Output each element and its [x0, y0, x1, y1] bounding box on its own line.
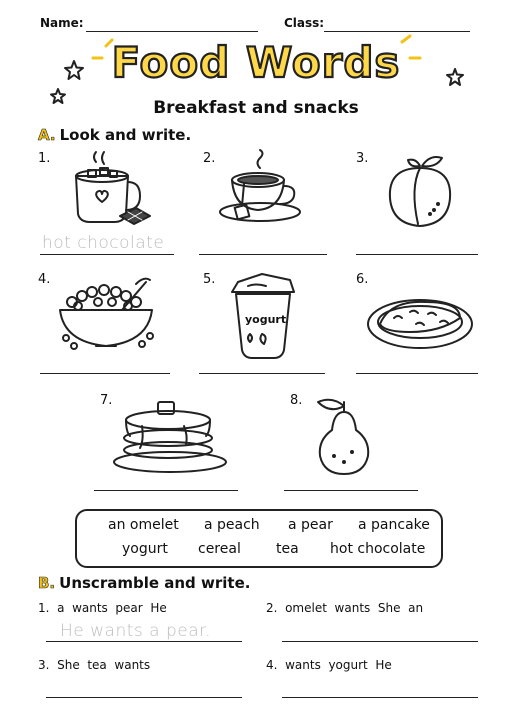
question-2-number: 2. [266, 601, 278, 615]
question-1-answer: He wants a pear. [60, 621, 211, 641]
item-6-number: 6. [356, 272, 369, 287]
tea-cup-icon [220, 150, 310, 228]
word-bank-word: an omelet [108, 517, 179, 533]
item-5-answer-line[interactable] [199, 373, 325, 374]
yogurt-cup-label: yogurt [245, 313, 287, 326]
item-5-number: 5. [203, 272, 216, 287]
word-bank-word: cereal [198, 541, 241, 557]
item-3-answer-line[interactable] [356, 254, 478, 255]
omelet-icon [366, 290, 476, 354]
class-label: Class: [284, 16, 325, 30]
item-6-answer-line[interactable] [356, 373, 478, 374]
question-4-number: 4. [266, 658, 278, 672]
item-7-answer-line[interactable] [94, 490, 238, 491]
question-3-answer-line[interactable] [46, 697, 242, 698]
item-2-answer-line[interactable] [199, 254, 327, 255]
hot-chocolate-icon [70, 152, 170, 230]
section-a-title: Look and write. [59, 126, 192, 144]
question-1 [38, 601, 167, 615]
section-a-letter: A. [38, 126, 56, 144]
question-3 [38, 658, 150, 672]
question-3-words: She tea wants [57, 658, 151, 672]
section-b-heading [38, 574, 250, 592]
section-b-title: Unscramble and write. [59, 574, 251, 592]
question-4-words: wants yogurt He [285, 658, 392, 672]
question-1-number: 1. [38, 601, 50, 615]
word-bank-word: hot chocolate [330, 541, 426, 557]
worksheet-subtitle: Breakfast and snacks [153, 98, 359, 118]
item-4-number: 4. [38, 272, 51, 287]
question-2 [266, 601, 423, 615]
item-1-number: 1. [38, 151, 51, 166]
word-bank-box [75, 509, 443, 568]
question-3-number: 3. [38, 658, 50, 672]
item-1-answer-line[interactable] [40, 254, 174, 255]
pancake-stack-icon [112, 400, 232, 476]
item-2-number: 2. [203, 151, 216, 166]
word-bank-word: tea [276, 541, 299, 557]
question-2-words: omelet wants She an [285, 601, 424, 615]
item-7-number: 7. [100, 393, 113, 408]
item-4-answer-line[interactable] [40, 373, 170, 374]
question-1-words: a wants pear He [57, 601, 167, 615]
question-4-answer-line[interactable] [282, 697, 478, 698]
question-1-answer-line[interactable] [46, 641, 242, 642]
name-label: Name: [40, 16, 84, 30]
word-bank-word: a pancake [358, 517, 430, 533]
word-bank-word: a peach [204, 517, 260, 533]
peach-icon [382, 152, 462, 232]
question-2-answer-line[interactable] [282, 641, 478, 642]
section-b-letter: B. [38, 574, 56, 592]
item-1-answer: hot chocolate [42, 233, 165, 253]
section-a-heading [38, 126, 191, 144]
item-3-number: 3. [356, 151, 369, 166]
word-bank-word: a pear [288, 517, 333, 533]
word-bank-word: yogurt [122, 541, 168, 557]
pear-icon [314, 396, 374, 480]
question-4 [266, 658, 392, 672]
item-8-number: 8. [290, 393, 303, 408]
cereal-bowl-icon [56, 274, 160, 356]
worksheet-title: Food Words [111, 38, 401, 87]
item-8-answer-line[interactable] [284, 490, 418, 491]
